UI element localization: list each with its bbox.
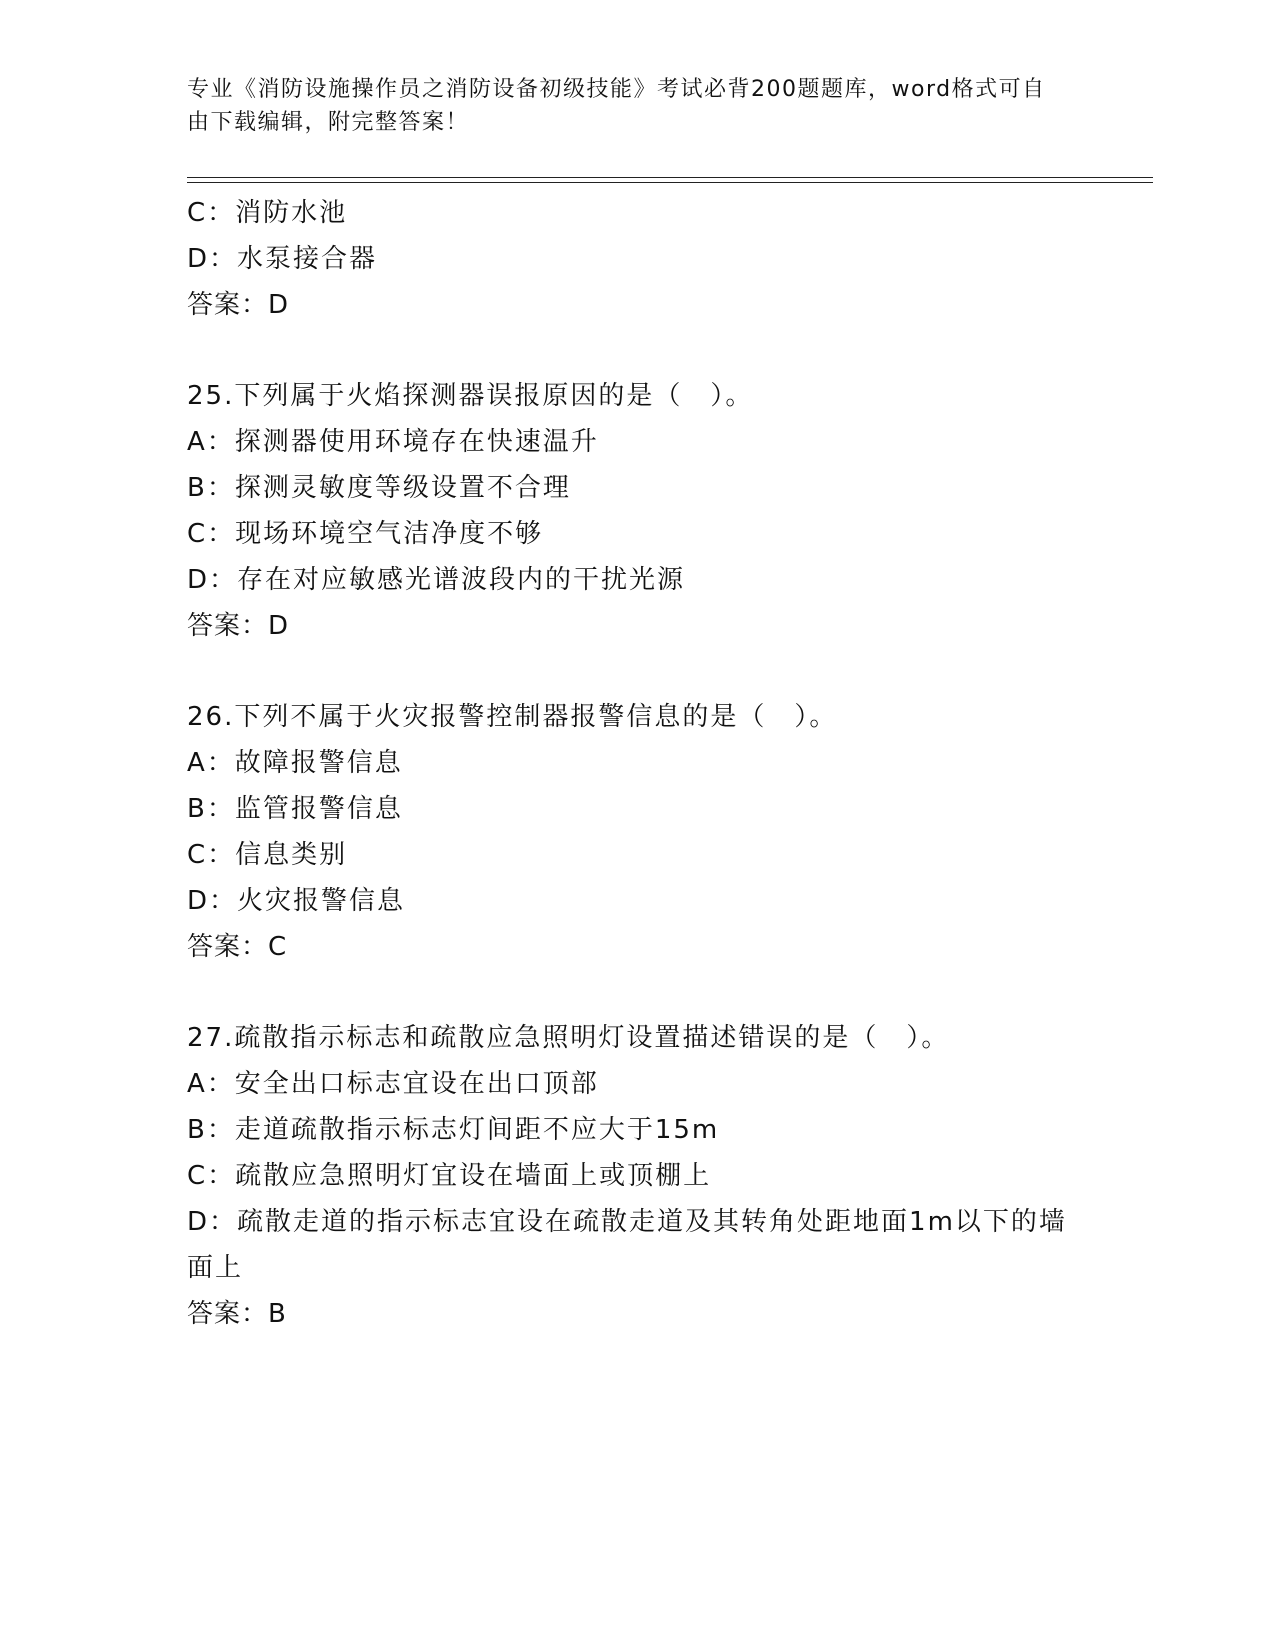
option-b: B：走道疏散指示标志灯间距不应大于15m (187, 1115, 720, 1145)
option-b: B：监管报警信息 (187, 794, 403, 824)
answer-line: 答案：D (187, 611, 290, 641)
option-c: C：消防水池 (187, 198, 348, 228)
question-26 (187, 694, 1087, 970)
question-stem: 27.疏散指示标志和疏散应急照明灯设置描述错误的是（ ）。 (187, 1023, 950, 1053)
option-a: A：探测器使用环境存在快速温升 (187, 427, 599, 457)
question-27 (187, 1015, 1087, 1337)
option-a: A：安全出口标志宜设在出口顶部 (187, 1069, 599, 1099)
header-rule-bottom (187, 182, 1153, 183)
option-d: D：火灾报警信息 (187, 886, 406, 916)
option-d: D：水泵接合器 (187, 244, 378, 274)
option-b: B：探测灵敏度等级设置不合理 (187, 473, 571, 503)
header-rule-top (187, 177, 1153, 178)
prev-question-block (187, 190, 1087, 328)
option-d: D：疏散走道的指示标志宜设在疏散走道及其转角处距地面1m以下的墙面上 (187, 1207, 1067, 1283)
question-list (187, 190, 1087, 1337)
option-a: A：故障报警信息 (187, 748, 403, 778)
question-25 (187, 373, 1087, 649)
option-d: D：存在对应敏感光谱波段内的干扰光源 (187, 565, 686, 595)
document-header: 专业《消防设施操作员之消防设备初级技能》考试必背200题题库，word格式可自由下载编辑，附完整答案！ (187, 77, 1046, 135)
answer-line: 答案：B (187, 1299, 287, 1329)
option-c: C：现场环境空气洁净度不够 (187, 519, 544, 549)
answer-line: 答案：D (187, 290, 290, 320)
answer-line: 答案：C (187, 932, 288, 962)
question-stem: 25.下列属于火焰探测器误报原因的是（ ）。 (187, 381, 754, 411)
option-c: C：信息类别 (187, 840, 348, 870)
question-stem: 26.下列不属于火灾报警控制器报警信息的是（ ）。 (187, 702, 838, 732)
option-c: C：疏散应急照明灯宜设在墙面上或顶棚上 (187, 1161, 712, 1191)
